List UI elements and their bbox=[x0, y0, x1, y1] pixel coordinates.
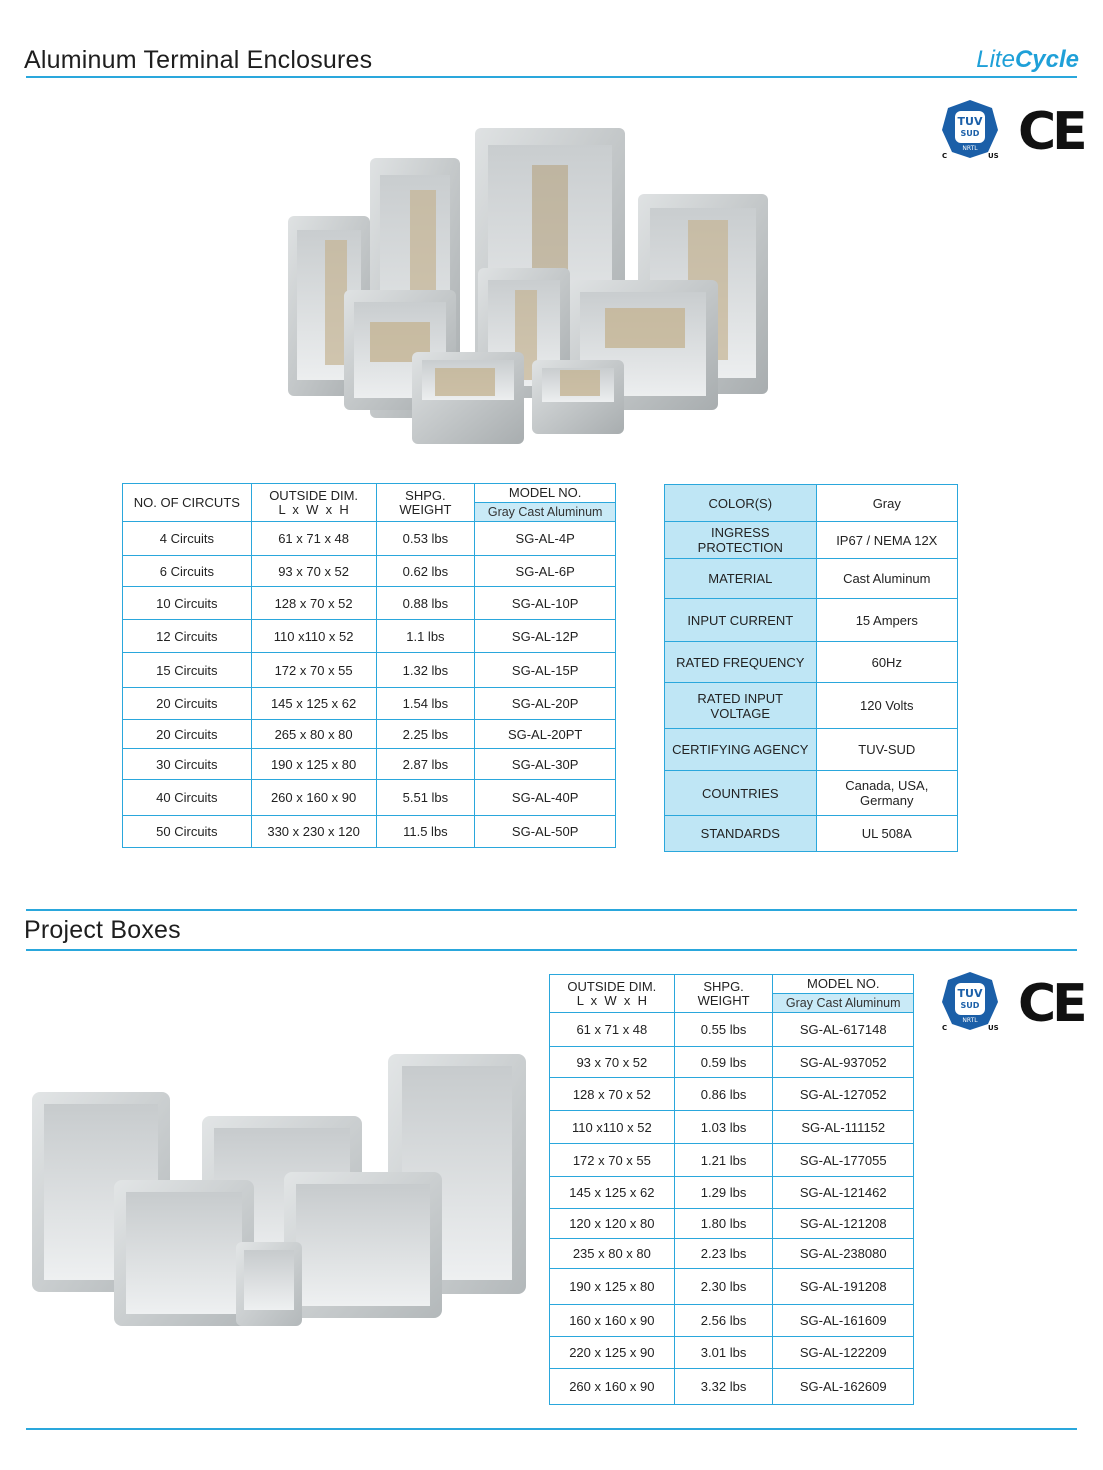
col-header-dim: OUTSIDE DIM. L x W x H bbox=[550, 975, 675, 1013]
cell-circuits: 6 Circuits bbox=[123, 556, 252, 587]
attribute-value: TUV-SUD bbox=[816, 729, 957, 771]
cell-dim: 128 x 70 x 52 bbox=[251, 587, 376, 620]
tuv-sud-nrtl-icon bbox=[940, 970, 1000, 1032]
attribute-value: IP67 / NEMA 12X bbox=[816, 522, 957, 559]
cell-model: SG-AL-191208 bbox=[773, 1269, 914, 1305]
table-row bbox=[550, 1047, 914, 1078]
cell-dim: 190 x 125 x 80 bbox=[550, 1269, 675, 1305]
table-row bbox=[123, 653, 616, 688]
cell-dim: 260 x 160 x 90 bbox=[251, 780, 376, 816]
cell-weight: 3.32 lbs bbox=[674, 1369, 773, 1405]
cell-weight: 0.59 lbs bbox=[674, 1047, 773, 1078]
cell-weight: 0.88 lbs bbox=[376, 587, 475, 620]
brand-logo bbox=[976, 46, 1079, 74]
attribute-key: RATED FREQUENCY bbox=[665, 642, 817, 683]
cell-weight: 2.30 lbs bbox=[674, 1269, 773, 1305]
cell-model: SG-AL-20PT bbox=[475, 720, 616, 749]
table-row bbox=[550, 1177, 914, 1209]
cell-weight: 1.54 lbs bbox=[376, 688, 475, 720]
cell-model: SG-AL-40P bbox=[475, 780, 616, 816]
cell-dim: 110 x110 x 52 bbox=[550, 1111, 675, 1144]
cell-dim: 330 x 230 x 120 bbox=[251, 816, 376, 848]
attribute-row bbox=[665, 642, 958, 683]
table-row bbox=[123, 688, 616, 720]
terminal-enclosures-photo bbox=[270, 120, 780, 450]
cell-weight: 0.53 lbs bbox=[376, 522, 475, 556]
attribute-value: 60Hz bbox=[816, 642, 957, 683]
attribute-row bbox=[665, 729, 958, 771]
cell-model: SG-AL-15P bbox=[475, 653, 616, 688]
attribute-key: INPUT CURRENT bbox=[665, 599, 817, 642]
cell-circuits: 10 Circuits bbox=[123, 587, 252, 620]
col-header-model: MODEL NO. bbox=[773, 975, 914, 994]
cell-dim: 235 x 80 x 80 bbox=[550, 1239, 675, 1269]
svg-text:SUD: SUD bbox=[960, 129, 980, 138]
cell-model: SG-AL-20P bbox=[475, 688, 616, 720]
table-row bbox=[550, 1013, 914, 1047]
attribute-key: STANDARDS bbox=[665, 816, 817, 852]
attribute-key: COUNTRIES bbox=[665, 771, 817, 816]
cell-circuits: 20 Circuits bbox=[123, 720, 252, 749]
attribute-key: CERTIFYING AGENCY bbox=[665, 729, 817, 771]
attribute-value: 120 Volts bbox=[816, 683, 957, 729]
table-row bbox=[123, 522, 616, 556]
cell-dim: 220 x 125 x 90 bbox=[550, 1337, 675, 1369]
svg-text:US: US bbox=[988, 1024, 999, 1032]
ce-mark-icon: CE bbox=[1018, 974, 1084, 1034]
cell-circuits: 20 Circuits bbox=[123, 688, 252, 720]
col-header-dim: OUTSIDE DIM. L x W x H bbox=[251, 484, 376, 522]
cell-dim: 128 x 70 x 52 bbox=[550, 1078, 675, 1111]
attribute-key: INGRESS PROTECTION bbox=[665, 522, 817, 559]
attribute-row bbox=[665, 522, 958, 559]
cell-circuits: 40 Circuits bbox=[123, 780, 252, 816]
svg-text:US: US bbox=[988, 152, 999, 160]
cell-model: SG-AL-111152 bbox=[773, 1111, 914, 1144]
cell-dim: 61 x 71 x 48 bbox=[251, 522, 376, 556]
table-row bbox=[550, 1269, 914, 1305]
section-divider-top bbox=[26, 909, 1077, 911]
attribute-row bbox=[665, 816, 958, 852]
svg-text:TUV: TUV bbox=[957, 987, 983, 1000]
cell-model: SG-AL-937052 bbox=[773, 1047, 914, 1078]
ce-mark-icon: CE bbox=[1018, 102, 1084, 162]
logo-text-ycle: ycle bbox=[1032, 46, 1079, 73]
cell-weight: 2.25 lbs bbox=[376, 720, 475, 749]
section-divider-bottom bbox=[26, 949, 1077, 951]
cell-model: SG-AL-617148 bbox=[773, 1013, 914, 1047]
table-row bbox=[550, 1369, 914, 1405]
attribute-key: COLOR(S) bbox=[665, 485, 817, 522]
cell-weight: 1.03 lbs bbox=[674, 1111, 773, 1144]
col-header-circuits: NO. OF CIRCUTS bbox=[123, 484, 252, 522]
table-row bbox=[550, 1144, 914, 1177]
cell-dim: 120 x 120 x 80 bbox=[550, 1209, 675, 1239]
cell-dim: 172 x 70 x 55 bbox=[251, 653, 376, 688]
cell-weight: 1.21 lbs bbox=[674, 1144, 773, 1177]
col-subheader-material: Gray Cast Aluminum bbox=[773, 994, 914, 1013]
table-row bbox=[123, 780, 616, 816]
cell-model: SG-AL-122209 bbox=[773, 1337, 914, 1369]
cell-dim: 145 x 125 x 62 bbox=[251, 688, 376, 720]
cell-model: SG-AL-121462 bbox=[773, 1177, 914, 1209]
attribute-value: Gray bbox=[816, 485, 957, 522]
table-row bbox=[550, 1078, 914, 1111]
cell-dim: 93 x 70 x 52 bbox=[251, 556, 376, 587]
cell-circuits: 12 Circuits bbox=[123, 620, 252, 653]
cell-weight: 5.51 lbs bbox=[376, 780, 475, 816]
table-row bbox=[550, 1305, 914, 1337]
svg-text:NRTL: NRTL bbox=[962, 145, 978, 152]
cell-dim: 160 x 160 x 90 bbox=[550, 1305, 675, 1337]
cell-model: SG-AL-121208 bbox=[773, 1209, 914, 1239]
cell-model: SG-AL-161609 bbox=[773, 1305, 914, 1337]
attribute-row bbox=[665, 559, 958, 599]
cell-model: SG-AL-6P bbox=[475, 556, 616, 587]
cell-weight: 1.29 lbs bbox=[674, 1177, 773, 1209]
attribute-key: MATERIAL bbox=[665, 559, 817, 599]
cell-dim: 172 x 70 x 55 bbox=[550, 1144, 675, 1177]
cell-weight: 1.32 lbs bbox=[376, 653, 475, 688]
table-row bbox=[123, 587, 616, 620]
page-footer-rule bbox=[26, 1428, 1077, 1430]
table-row bbox=[550, 1209, 914, 1239]
attribute-row bbox=[665, 599, 958, 642]
col-subheader-material: Gray Cast Aluminum bbox=[475, 503, 616, 522]
title-divider bbox=[26, 76, 1077, 78]
table-row bbox=[123, 816, 616, 848]
col-header-weight: SHPG. WEIGHT bbox=[376, 484, 475, 522]
cell-weight: 11.5 lbs bbox=[376, 816, 475, 848]
svg-text:C: C bbox=[942, 152, 948, 160]
cell-model: SG-AL-12P bbox=[475, 620, 616, 653]
cell-weight: 2.87 lbs bbox=[376, 749, 475, 780]
attribute-row bbox=[665, 683, 958, 729]
cell-weight: 0.55 lbs bbox=[674, 1013, 773, 1047]
table-row bbox=[550, 1111, 914, 1144]
cell-weight: 0.62 lbs bbox=[376, 556, 475, 587]
logo-text-lite: Lite bbox=[976, 46, 1015, 73]
cell-dim: 260 x 160 x 90 bbox=[550, 1369, 675, 1405]
cell-circuits: 30 Circuits bbox=[123, 749, 252, 780]
attribute-row bbox=[665, 771, 958, 816]
cell-weight: 0.86 lbs bbox=[674, 1078, 773, 1111]
project-boxes-photo bbox=[30, 1052, 530, 1332]
attribute-value: Canada, USA, Germany bbox=[816, 771, 957, 816]
cell-dim: 145 x 125 x 62 bbox=[550, 1177, 675, 1209]
cell-circuits: 15 Circuits bbox=[123, 653, 252, 688]
spec-attribute-table bbox=[664, 484, 958, 852]
cell-model: SG-AL-127052 bbox=[773, 1078, 914, 1111]
cell-dim: 190 x 125 x 80 bbox=[251, 749, 376, 780]
table-row bbox=[123, 556, 616, 587]
svg-text:SUD: SUD bbox=[960, 1001, 980, 1010]
col-header-weight: SHPG. WEIGHT bbox=[674, 975, 773, 1013]
cell-model: SG-AL-30P bbox=[475, 749, 616, 780]
attribute-value: UL 508A bbox=[816, 816, 957, 852]
cell-weight: 3.01 lbs bbox=[674, 1337, 773, 1369]
cell-weight: 2.23 lbs bbox=[674, 1239, 773, 1269]
svg-text:NRTL: NRTL bbox=[962, 1017, 978, 1024]
svg-text:C: C bbox=[942, 1024, 948, 1032]
cell-model: SG-AL-4P bbox=[475, 522, 616, 556]
project-box-table bbox=[549, 974, 914, 1405]
table-row bbox=[123, 749, 616, 780]
cell-model: SG-AL-50P bbox=[475, 816, 616, 848]
terminal-enclosure-table bbox=[122, 483, 616, 848]
cell-model: SG-AL-162609 bbox=[773, 1369, 914, 1405]
cell-circuits: 50 Circuits bbox=[123, 816, 252, 848]
cell-weight: 1.1 lbs bbox=[376, 620, 475, 653]
attribute-key: RATED INPUT VOLTAGE bbox=[665, 683, 817, 729]
cell-dim: 61 x 71 x 48 bbox=[550, 1013, 675, 1047]
attribute-value: 15 Ampers bbox=[816, 599, 957, 642]
logo-c-glyph: C bbox=[1014, 46, 1033, 73]
cell-dim: 265 x 80 x 80 bbox=[251, 720, 376, 749]
attribute-value: Cast Aluminum bbox=[816, 559, 957, 599]
cell-dim: 93 x 70 x 52 bbox=[550, 1047, 675, 1078]
tuv-sud-nrtl-icon bbox=[940, 98, 1000, 160]
cell-model: SG-AL-10P bbox=[475, 587, 616, 620]
cell-model: SG-AL-177055 bbox=[773, 1144, 914, 1177]
section-title-project-boxes: Project Boxes bbox=[24, 916, 181, 944]
page-title: Aluminum Terminal Enclosures bbox=[24, 46, 373, 74]
cell-circuits: 4 Circuits bbox=[123, 522, 252, 556]
cell-model: SG-AL-238080 bbox=[773, 1239, 914, 1269]
attribute-row bbox=[665, 485, 958, 522]
table-row bbox=[550, 1239, 914, 1269]
table-row bbox=[123, 720, 616, 749]
col-header-model: MODEL NO. bbox=[475, 484, 616, 503]
table-row bbox=[550, 1337, 914, 1369]
cell-weight: 1.80 lbs bbox=[674, 1209, 773, 1239]
svg-text:TUV: TUV bbox=[957, 115, 983, 128]
cell-dim: 110 x110 x 52 bbox=[251, 620, 376, 653]
cell-weight: 2.56 lbs bbox=[674, 1305, 773, 1337]
table-row bbox=[123, 620, 616, 653]
